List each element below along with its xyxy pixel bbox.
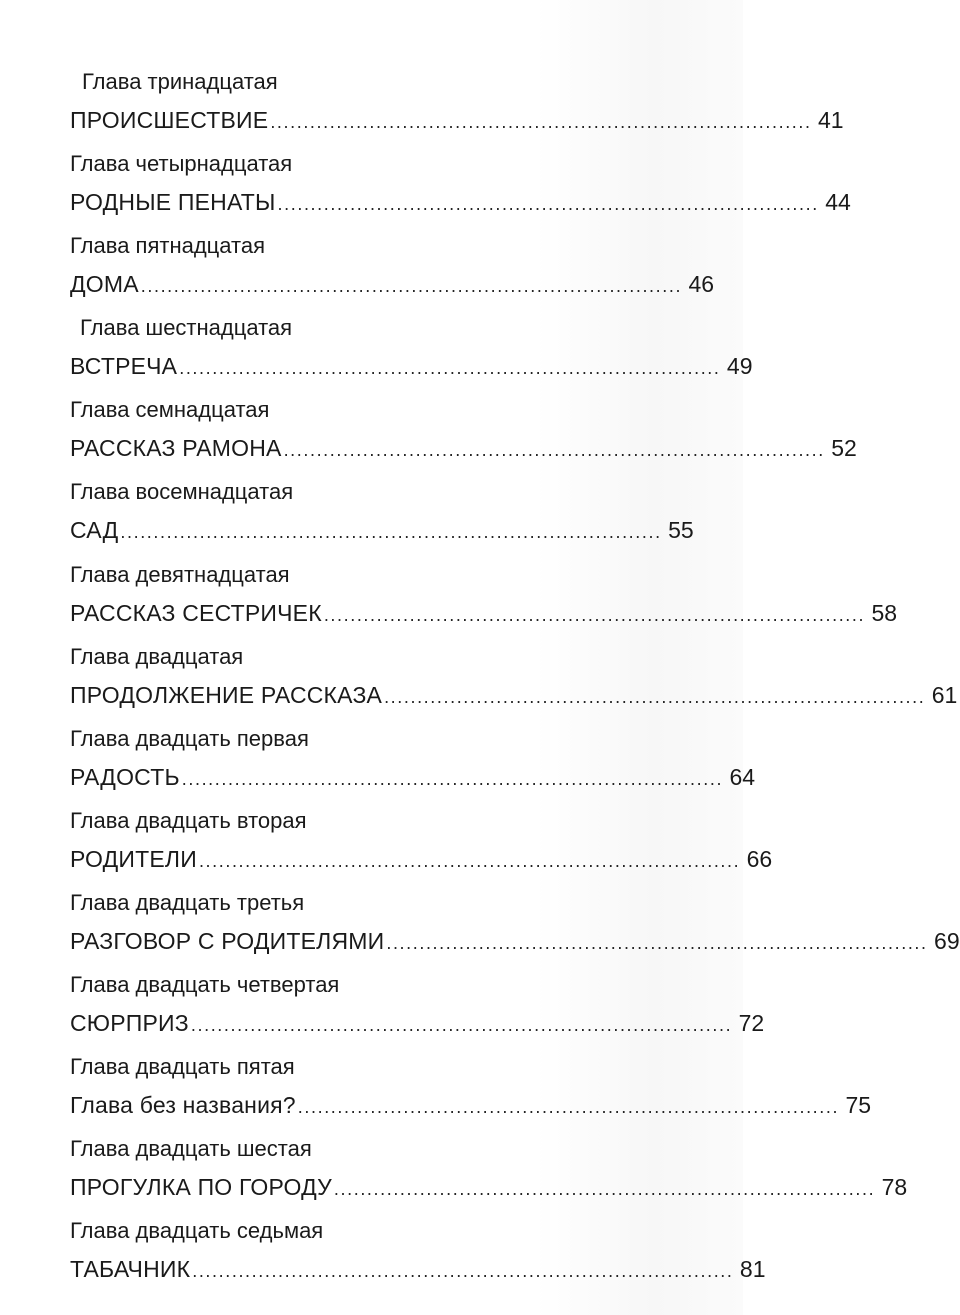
toc-line	[70, 1085, 872, 1125]
chapter-heading: Глава двадцать первая	[70, 725, 309, 751]
dot-leader: ..................................................................................	[181, 768, 724, 789]
chapter-title: САД	[70, 517, 119, 544]
dot-leader: ..................................................................................	[283, 440, 825, 461]
toc-line	[70, 428, 857, 468]
page-number: 81	[739, 1256, 766, 1283]
toc-entry	[70, 144, 851, 226]
dot-leader: ..................................................................................	[323, 604, 866, 625]
toc-entry	[70, 390, 857, 472]
chapter-title: РАЗГОВОР С РОДИТЕЛЯМИ	[70, 927, 385, 954]
chapter-heading: Глава двадцать пятая	[70, 1054, 295, 1080]
chapter-title: ТАБАЧНИК	[70, 1256, 191, 1283]
page-number: 72	[738, 1010, 765, 1037]
chapter-title: ВСТРЕЧА	[70, 353, 178, 380]
dot-leader: ..................................................................................	[277, 194, 819, 215]
toc-line	[70, 100, 844, 140]
chapter-heading: Глава пятнадцатая	[70, 233, 265, 259]
toc-line	[70, 510, 694, 550]
page-number: 55	[668, 517, 694, 544]
toc-line	[70, 346, 753, 386]
toc-line	[70, 1249, 766, 1289]
dot-leader: ..................................................................................	[140, 276, 683, 297]
toc-line	[70, 264, 715, 304]
chapter-title: ДОМА	[70, 271, 139, 298]
toc-line	[70, 921, 960, 961]
toc-line	[70, 593, 898, 633]
dot-leader: ..................................................................................	[198, 850, 741, 871]
toc-entry	[70, 472, 694, 554]
page-number: 49	[726, 353, 753, 380]
toc-line	[70, 1167, 908, 1207]
toc-entry	[70, 226, 715, 308]
page-number: 75	[845, 1092, 872, 1119]
dot-leader: ..................................................................................	[333, 1179, 876, 1200]
chapter-title: РАССКАЗ РАМОНА	[70, 435, 282, 462]
page-number: 61	[931, 681, 958, 708]
toc-entry	[70, 62, 844, 144]
dot-leader: ..................................................................................	[297, 1097, 840, 1118]
toc-entry	[70, 637, 958, 719]
toc-entry	[70, 1129, 908, 1211]
chapter-heading: Глава двадцать третья	[70, 889, 305, 915]
page-number: 52	[831, 435, 857, 462]
chapter-title: ПРОИСШЕСТВИЕ	[70, 107, 269, 133]
dot-leader: ..................................................................................	[179, 358, 721, 379]
chapter-heading: Глава семнадцатая	[70, 397, 270, 423]
dot-leader: ..................................................................................	[384, 686, 926, 707]
chapter-heading: Глава восемнадцатая	[70, 479, 294, 505]
chapter-title: РОДИТЕЛИ	[70, 845, 197, 872]
toc-line	[70, 1003, 765, 1043]
chapter-title: СЮРПРИЗ	[70, 1010, 189, 1037]
toc-line	[70, 757, 756, 797]
chapter-heading: Глава тринадцатая	[82, 69, 278, 94]
dot-leader: ..................................................................................	[190, 1015, 733, 1036]
chapter-heading: Глава двадцать вторая	[70, 807, 307, 833]
page-number: 64	[729, 763, 756, 790]
dot-leader: ..................................................................................	[120, 522, 662, 543]
chapter-title: Глава без названия?	[70, 1092, 296, 1119]
page-number: 78	[881, 1174, 908, 1201]
dot-leader: ..................................................................................	[386, 932, 928, 953]
page-number: 46	[688, 271, 715, 298]
toc-line	[70, 675, 958, 715]
toc-entry	[70, 308, 753, 390]
dot-leader: ..................................................................................	[270, 112, 812, 132]
page-number: 58	[871, 599, 898, 626]
toc-entry	[70, 555, 898, 637]
chapter-heading: Глава двадцать четвертая	[70, 972, 340, 998]
chapter-title: РАССКАЗ СЕСТРИЧЕК	[70, 599, 322, 626]
toc-entry	[70, 1047, 872, 1129]
chapter-heading: Глава двадцать шестая	[70, 1136, 312, 1162]
chapter-title: ПРОДОЛЖЕНИЕ РАССКАЗА	[70, 681, 383, 708]
chapter-heading: Глава четырнадцатая	[70, 151, 293, 177]
table-of-contents	[70, 62, 960, 1293]
chapter-title: РАДОСТЬ	[70, 763, 180, 790]
chapter-heading: Глава двадцать седьмая	[70, 1218, 324, 1244]
page-number: 66	[746, 845, 773, 872]
page-number: 69	[934, 927, 960, 954]
chapter-heading: Глава девятнадцатая	[70, 561, 290, 587]
toc-entry	[70, 965, 765, 1047]
toc-line	[70, 839, 773, 879]
toc-entry	[70, 719, 756, 801]
chapter-title: ПРОГУЛКА ПО ГОРОДУ	[70, 1174, 332, 1201]
toc-entry	[70, 1211, 766, 1293]
page-number: 44	[825, 189, 851, 216]
chapter-heading: Глава шестнадцатая	[80, 315, 293, 341]
chapter-heading: Глава двадцатая	[70, 643, 244, 669]
toc-entry	[70, 801, 773, 883]
chapter-title: РОДНЫЕ ПЕНАТЫ	[70, 189, 276, 216]
page-number: 41	[818, 107, 844, 133]
toc-line	[70, 182, 851, 222]
dot-leader: ..................................................................................	[192, 1261, 734, 1282]
toc-entry	[70, 883, 960, 965]
